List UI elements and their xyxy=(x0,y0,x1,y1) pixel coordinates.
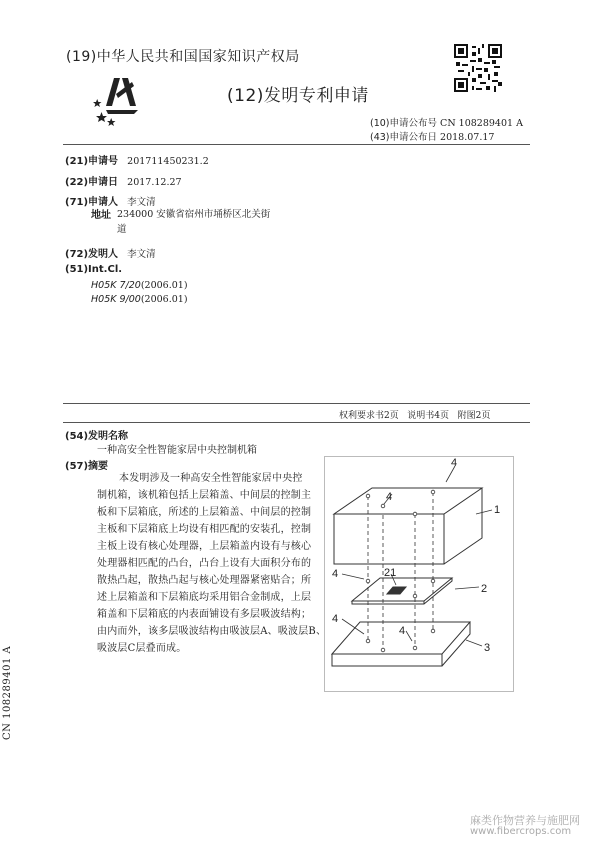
figure-label-4: 4 xyxy=(386,491,393,503)
abstract-line: 制机箱，该机箱包括上层箱盖、中间层的控制主 xyxy=(97,490,312,501)
watermark-text: 麻类作物营养与施肥网 xyxy=(470,814,580,827)
inventor-label: (72)发明人 xyxy=(65,249,119,260)
ipc-row xyxy=(91,280,188,291)
abstract-figure xyxy=(324,456,514,692)
figure-label-4: 4 xyxy=(332,568,339,580)
figure-label-4: 4 xyxy=(451,457,458,469)
application-date-row xyxy=(65,170,182,189)
abstract-line: 本发明涉及一种高安全性智能家居中央控 xyxy=(119,473,303,484)
invention-title: 一种高安全性智能家居中央控制机箱 xyxy=(97,445,257,456)
side-publication-number: CN 108289401 A xyxy=(2,645,13,740)
publication-date-label: (43)申请公布日 xyxy=(370,132,438,143)
abstract-label: (57)摘要 xyxy=(65,461,109,472)
abstract-line: 处理器相匹配的凸台，凸台上设有大面积分布的 xyxy=(97,558,312,569)
publication-number-label: (10)申请公布号 xyxy=(370,118,438,129)
header-divider xyxy=(63,144,530,145)
figure-label-2: 2 xyxy=(481,583,488,595)
application-date-label: (22)申请日 xyxy=(65,177,119,188)
abstract-line: 吸波层C层叠而成。 xyxy=(97,643,187,654)
address-line-2: 道 xyxy=(117,224,127,235)
figure-label-21: 21 xyxy=(384,567,397,579)
qr-code xyxy=(454,44,502,92)
application-date: 2017.12.27 xyxy=(127,177,182,188)
pages-top-divider xyxy=(63,403,530,404)
figure-label-4: 4 xyxy=(332,613,339,625)
figure-label-4: 4 xyxy=(399,625,406,637)
ipc-version: (2006.01) xyxy=(140,294,188,305)
pages-info: 权利要求书2页 说明书4页 附图2页 xyxy=(339,411,491,421)
document-type: (12)发明专利申请 xyxy=(227,86,369,106)
application-number-label: (21)申请号 xyxy=(65,156,119,167)
int-cl-label: (51)Int.Cl. xyxy=(65,264,123,275)
office-name: (19)中华人民共和国国家知识产权局 xyxy=(66,49,300,65)
abstract-line: 散热凸起，散热凸起与核心处理器紧密贴合；所 xyxy=(97,575,312,586)
ipc-row xyxy=(91,294,188,305)
abstract-line: 箱盖和下层箱底的内表面铺设有多层吸波结构； xyxy=(97,609,312,620)
publication-number: CN 108289401 A xyxy=(440,118,523,129)
inventor: 李文清 xyxy=(127,249,156,260)
figure-label-1: 1 xyxy=(494,504,501,516)
publication-number-row xyxy=(370,115,523,129)
address-label: 地址 xyxy=(91,210,111,221)
application-number-row xyxy=(65,149,209,168)
application-number: 201711450231.2 xyxy=(127,156,209,167)
ipc-code: H05K 7/20 xyxy=(91,280,141,291)
abstract-line: 由内而外，该多层吸波结构由吸波层A、吸波层B、 xyxy=(97,626,327,637)
applicant: 李文清 xyxy=(127,197,156,208)
abstract-line: 板和下层箱底，所述的上层箱盖、中间层的控制 xyxy=(97,507,312,518)
applicant-label: (71)申请人 xyxy=(65,197,119,208)
ipc-code: H05K 9/00 xyxy=(91,294,141,305)
pages-bottom-divider xyxy=(63,422,530,423)
figure-label-3: 3 xyxy=(484,642,491,654)
publication-date: 2018.07.17 xyxy=(440,132,495,143)
publication-date-row xyxy=(370,129,494,143)
abstract-line: 主板上设有核心处理器，上层箱盖内设有与核心 xyxy=(97,541,312,552)
ipc-version: (2006.01) xyxy=(140,280,188,291)
watermark-url: www.fibercrops.com xyxy=(470,826,572,837)
title-label: (54)发明名称 xyxy=(65,431,129,442)
inventor-row xyxy=(65,242,156,261)
abstract-line: 述上层箱盖和下层箱底均采用铝合金制成，上层 xyxy=(97,592,312,603)
address-line-1: 234000 安徽省宿州市埇桥区北关街 xyxy=(117,209,271,220)
abstract-line: 主板和下层箱底上均设有相匹配的安装孔，控制 xyxy=(97,524,312,535)
cnipa-logo xyxy=(92,72,152,132)
